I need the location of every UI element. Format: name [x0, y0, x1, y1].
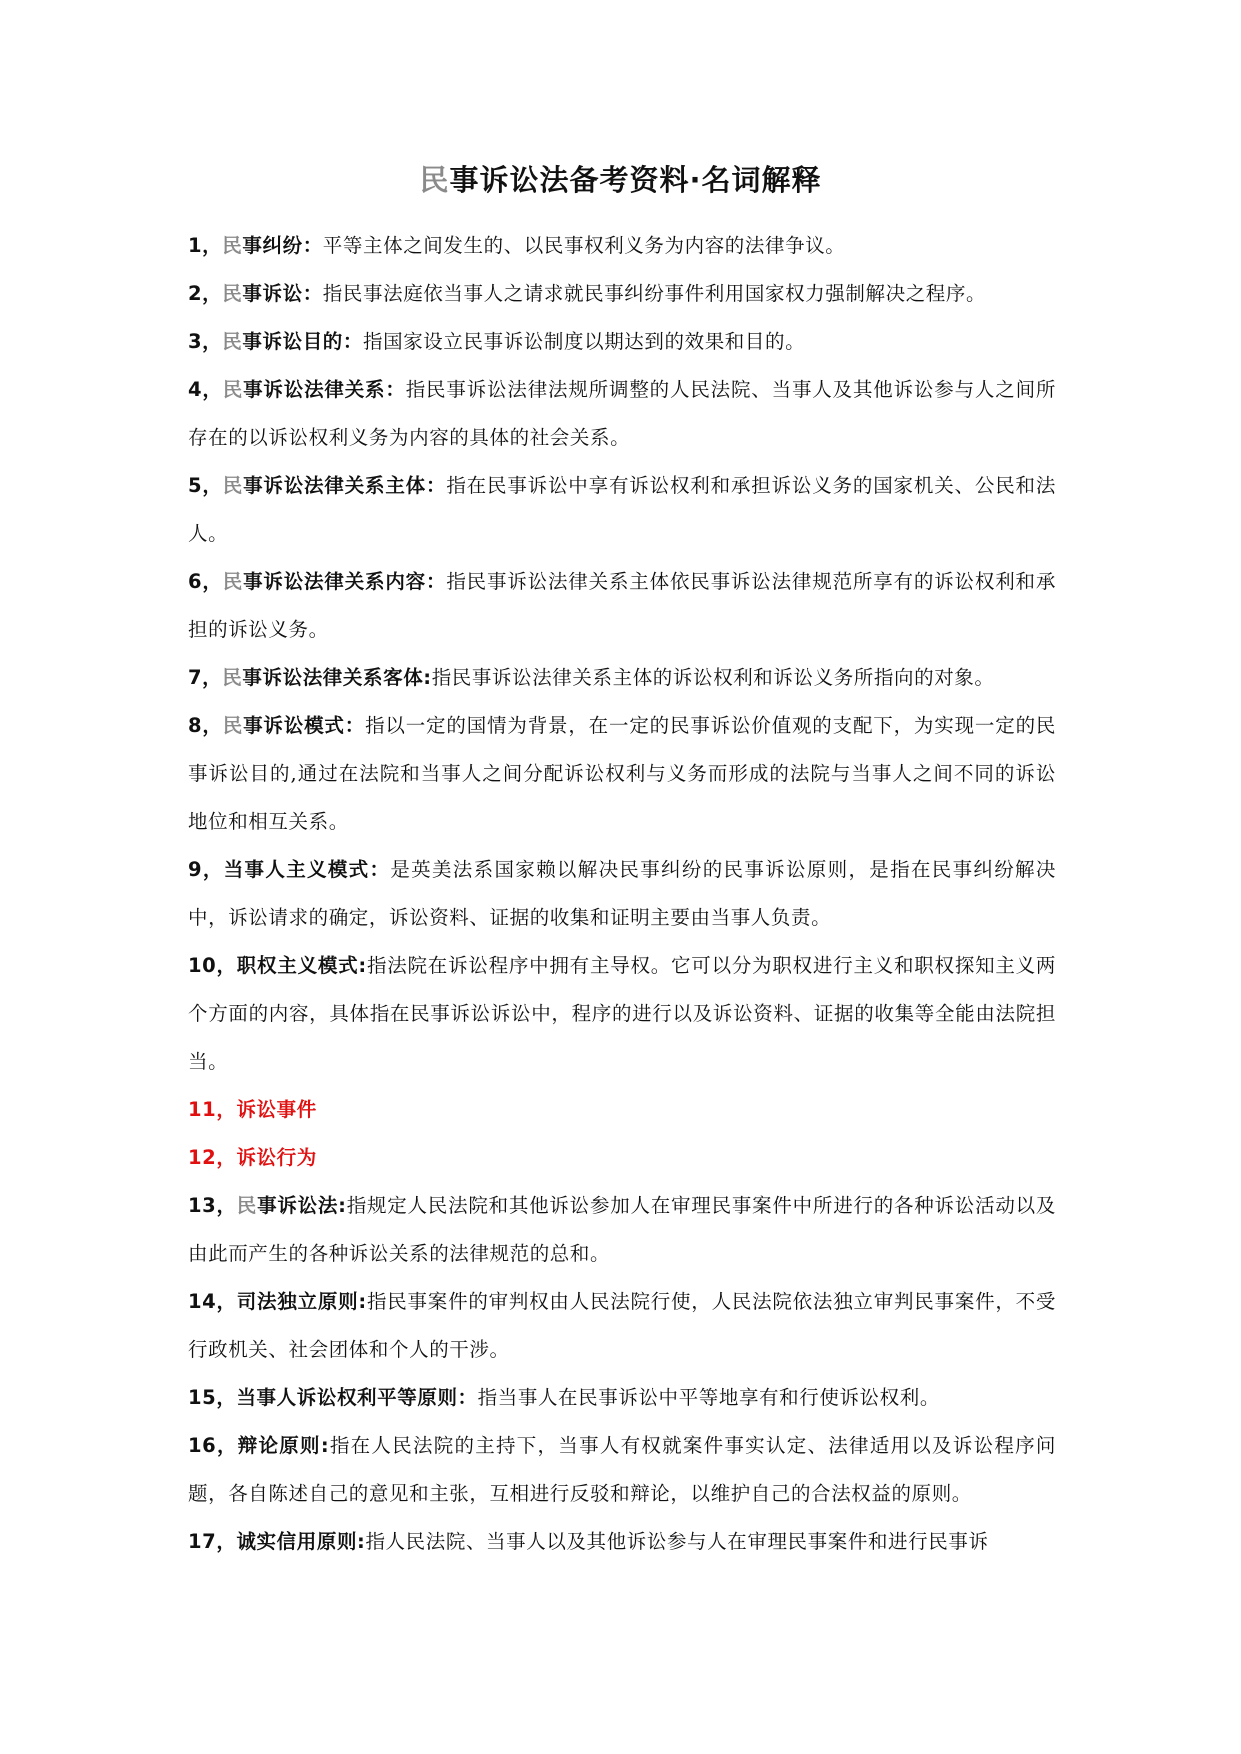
- entry-number: 10，: [188, 954, 237, 977]
- entry-definition: 指当事人在民事诉讼中平等地享有和行使诉讼权利。: [477, 1386, 940, 1409]
- glossary-entry: [188, 1134, 1056, 1182]
- glossary-entry: [188, 654, 1056, 702]
- entry-definition: 指国家设立民事诉讼制度以期达到的效果和目的。: [363, 330, 806, 353]
- glossary-entry: [188, 1422, 1056, 1518]
- entry-term-first-char: 民: [222, 570, 244, 593]
- entry-term-label: 司法独立原则:: [236, 1290, 367, 1313]
- entry-term: [237, 1194, 347, 1217]
- entry-number: 16，: [188, 1434, 238, 1457]
- entry-number: 13，: [188, 1194, 237, 1217]
- entry-term-first-char: 民: [222, 282, 243, 305]
- entry-term-label: 事纠纷：: [242, 234, 323, 257]
- entry-term-label: 诉讼行为: [236, 1146, 317, 1169]
- entry-term-first-char: 民: [222, 714, 244, 737]
- entry-term-first-char: 民: [236, 1194, 258, 1217]
- entry-term: [223, 570, 447, 593]
- entry-term-label: 诉讼事件: [236, 1098, 317, 1121]
- entry-definition: 是英美法系国家赖以解决民事纠纷的民事诉讼原则，是指在民事纠纷解决中，诉讼请求的确定，诉讼资料、证据的收集和证明主要由当事人负责。: [188, 858, 1056, 929]
- entry-term: [236, 1146, 316, 1169]
- entry-number: 3，: [188, 330, 223, 353]
- entry-definition: 指法院在诉讼程序中拥有主导权。它可以分为职权进行主义和职权探知主义两个方面的内容，具体指在民事诉讼诉讼中，程序的进行以及诉讼资料、证据的收集等全能由法院担当。: [188, 954, 1057, 1073]
- glossary-entry: [188, 846, 1056, 942]
- entry-number: 7，: [188, 666, 223, 689]
- entry-term: [238, 1434, 329, 1457]
- entry-term: [223, 474, 447, 497]
- entry-definition: 指在人民法院的主持下，当事人有权就案件事实认定、法律适用以及诉讼程序问题，各自陈述自己的意见和主张，互相进行反驳和辩论，以维护自己的合法权益的原则。: [188, 1434, 1056, 1505]
- glossary-entry: [188, 558, 1056, 654]
- glossary-entry: [188, 366, 1056, 462]
- entry-definition: 指民事法庭依当事人之请求就民事纠纷事件利用国家权力强制解决之程序。: [322, 282, 987, 305]
- entry-term-label: 事诉讼：: [242, 282, 323, 305]
- entry-term-label: 诚实信用原则:: [236, 1530, 366, 1553]
- entry-term-first-char: 民: [222, 378, 244, 401]
- entry-term-first-char: 民: [222, 330, 243, 353]
- entry-term: [222, 666, 431, 689]
- glossary-list: [188, 222, 1056, 1566]
- glossary-entry: [188, 1086, 1056, 1134]
- entry-number: 12，: [188, 1146, 237, 1169]
- entry-number: 15，: [188, 1386, 237, 1409]
- glossary-entry: [188, 702, 1056, 846]
- glossary-entry: [188, 270, 1056, 318]
- entry-definition: 指以一定的国情为背景，在一定的民事诉讼价值观的支配下，为实现一定的民事诉讼目的,通过在法院和当事人之间分配诉讼权利与义务而形成的法院与当事人之间不同的诉讼地位和相互关系。: [188, 714, 1057, 833]
- entry-number: 1，: [188, 234, 223, 257]
- entry-term-label: 事诉讼法律关系客体:: [242, 666, 432, 689]
- glossary-entry: [188, 1518, 1056, 1566]
- entry-term: [236, 1530, 365, 1553]
- document-title: [0, 160, 1241, 200]
- glossary-entry: [188, 222, 1056, 270]
- entry-term-label: 当事人主义模式：: [223, 858, 391, 881]
- entry-definition: 指民事诉讼法律关系主体的诉讼权利和诉讼义务所指向的对象。: [431, 666, 995, 689]
- title-first-char: 民: [419, 163, 450, 197]
- entry-term: [237, 954, 367, 977]
- entry-term: [223, 378, 406, 401]
- entry-term-first-char: 民: [222, 666, 243, 689]
- entry-term-label: 职权主义模式:: [236, 954, 367, 977]
- entry-definition: 指在民事诉讼中享有诉讼权利和承担诉讼义务的国家机关、公民和法人。: [188, 474, 1056, 545]
- entry-number: 9，: [188, 858, 224, 881]
- entry-number: 2，: [188, 282, 223, 305]
- entry-term: [224, 858, 391, 881]
- entry-term: [223, 714, 365, 737]
- entry-term: [222, 330, 363, 353]
- entry-definition: 指规定人民法院和其他诉讼参加人在审理民事案件中所进行的各种诉讼活动以及由此而产生的各种诉讼关系的法律规范的总和。: [188, 1194, 1056, 1265]
- entry-term-first-char: 民: [222, 234, 243, 257]
- entry-number: 11，: [188, 1098, 237, 1121]
- entry-term: [222, 282, 323, 305]
- glossary-entry: [188, 1374, 1056, 1422]
- entry-number: 4，: [188, 378, 223, 401]
- entry-number: 17，: [188, 1530, 237, 1553]
- entry-definition: 指人民法院、当事人以及其他诉讼参与人在审理民事案件和进行民事诉: [365, 1530, 989, 1553]
- entry-term-label: 事诉讼法律关系主体：: [243, 474, 447, 497]
- entry-definition: 指民事诉讼法律法规所调整的人民法院、当事人及其他诉讼参与人之间所存在的以诉讼权利义务为内容的具体的社会关系。: [188, 378, 1057, 449]
- entry-term-first-char: 民: [222, 474, 244, 497]
- glossary-entry: [188, 318, 1056, 366]
- glossary-entry: [188, 462, 1056, 558]
- glossary-entry: [188, 1278, 1056, 1374]
- entry-number: 5，: [188, 474, 223, 497]
- entry-term-label: 事诉讼法:: [257, 1194, 347, 1217]
- entry-number: 14，: [188, 1290, 237, 1313]
- entry-definition: 指民事案件的审判权由人民法院行使，人民法院依法独立审判民事案件，不受行政机关、社会团体和个人的干涉。: [188, 1290, 1057, 1361]
- entry-number: 8，: [188, 714, 223, 737]
- entry-term: [237, 1290, 367, 1313]
- title-rest: 事诉讼法备考资料·名词解释: [449, 163, 822, 197]
- entry-term-label: 事诉讼法律关系：: [243, 378, 406, 401]
- entry-definition: 指民事诉讼法律关系主体依民事诉讼法律规范所享有的诉讼权利和承担的诉讼义务。: [188, 570, 1056, 641]
- entry-definition: 平等主体之间发生的、以民事权利义务为内容的法律争议。: [322, 234, 846, 257]
- entry-term-label: 事诉讼目的：: [242, 330, 363, 353]
- glossary-entry: [188, 1182, 1056, 1278]
- glossary-entry: [188, 942, 1056, 1086]
- entry-term: [236, 1098, 316, 1121]
- entry-term: [222, 234, 323, 257]
- entry-term: [236, 1386, 477, 1409]
- entry-number: 6，: [188, 570, 223, 593]
- entry-term-label: 辩论原则:: [237, 1434, 330, 1457]
- entry-term-label: 当事人诉讼权利平等原则：: [236, 1386, 478, 1409]
- entry-term-label: 事诉讼法律关系内容：: [243, 570, 447, 593]
- entry-term-label: 事诉讼模式：: [243, 714, 366, 737]
